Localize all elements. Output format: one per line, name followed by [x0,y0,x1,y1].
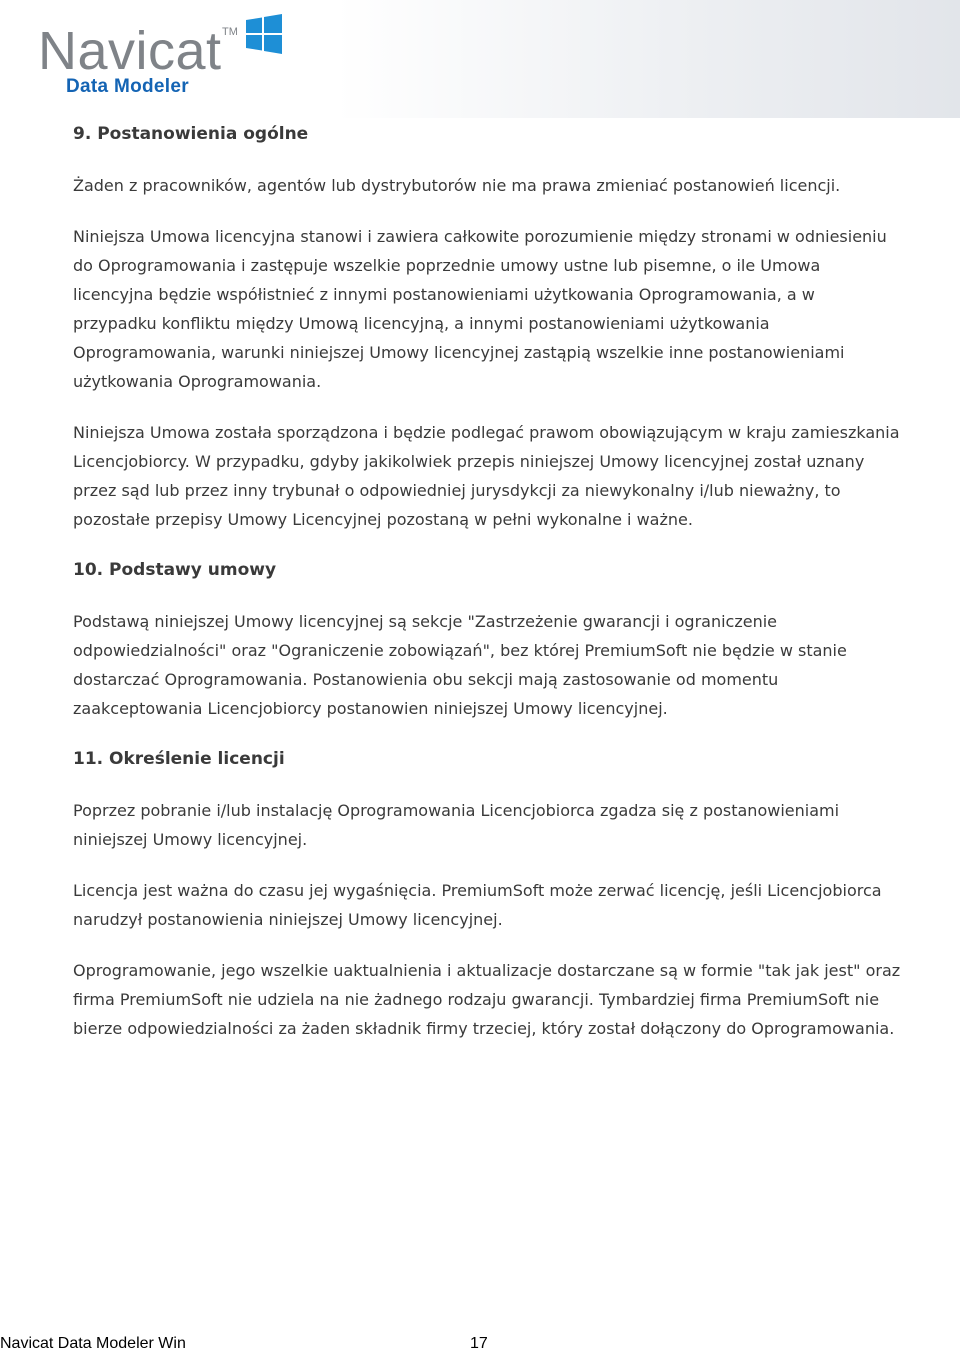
logo-navicat: Navicat [38,21,222,81]
section-9-paragraph-1: Żaden z pracowników, agentów lub dystrybutorów nie ma prawa zmieniać postanowień licencji. [73,176,841,195]
logo-data-modeler: Data Modeler [66,76,189,97]
page-footer [0,1335,960,1353]
section-11-heading: 11. Określenie licencji [73,749,285,769]
section-11-paragraph-3: Oprogramowanie, jego wszelkie uaktualnienia i aktualizacje dostarczane są w formie "tak jak jest" oraz firma PremiumSoft nie udziela na nie żadnego rodzaju gwarancji. Tymbardziej firma PremiumSoft nie bierze odpowiedzialności za żaden składnik firmy trzeciej, który został dołączony do Oprogramowania. [73,961,901,1038]
section-9-paragraph-3: Niniejsza Umowa została sporządzona i będzie podlegać prawom obowiązującym w kraju zamieszkania Licencjobiorcy. W przypadku, gdyby jakikolwiek przepis niniejszej Umowy licencyjnej został uznany przez sąd lub przez inny trybunał o odpowiedniej jurysdykcji za niewykonalny i/lub nieważny, to pozostałe przepisy Umowy Licencyjnej pozostaną w pełni wykonalne i ważne. [73,423,900,529]
windows-logo-icon [246,14,282,54]
section-10-paragraph-1: Podstawą niniejszej Umowy licencyjnej są sekcje "Zastrzeżenie gwarancji i ograniczenie odpowiedzialności" oraz "Ograniczenie zobowiązań", bez której PremiumSoft nie będzie w stanie dostarczać Oprogramowania. Postanowienia obu sekcji mają zastosowanie od momentu zaakceptowania Licencjobiorcy postanowien niniejszej Umowy licencyjnej. [73,612,847,718]
page-header [0,0,960,118]
section-9-heading: 9. Postanowienia ogólne [73,124,309,144]
page-number: 17 [470,1335,488,1352]
section-11-paragraph-2: Licencja jest ważna do czasu jej wygaśnięcia. PremiumSoft może zerwać licencję, jeśli Licencjobiorca narudzył postanowienia niniejszej Umowy licencyjnej. [73,881,882,929]
document-body [73,120,903,1043]
section-11-paragraph-1: Poprzez pobranie i/lub instalację Oprogramowania Licencjobiorca zgadza się z postanowieniami niniejszej Umowy licencyjnej. [73,801,840,849]
section-9-paragraph-2: Niniejsza Umowa licencyjna stanowi i zawiera całkowite porozumienie między stronami w odniesieniu do Oprogramowania i zastępuje wszelkie poprzednie umowy ustne lub pisemne, o ile Umowa licencyjna będzie współistnieć z innymi postanowieniami użytkowania Oprogramowania, a w przypadku konfliktu między Umową licencyjną, a innymi postanowieniami użytkowania Oprogramowania, warunki niniejszej Umowy licencyjnej zastąpią wszelkie inne postanowieniami użytkowania Oprogramowania. [73,227,887,391]
footer-title: Navicat Data Modeler Win [0,1335,186,1352]
section-10-heading: 10. Podstawy umowy [73,560,277,580]
logo-trademark: TM [222,26,238,38]
